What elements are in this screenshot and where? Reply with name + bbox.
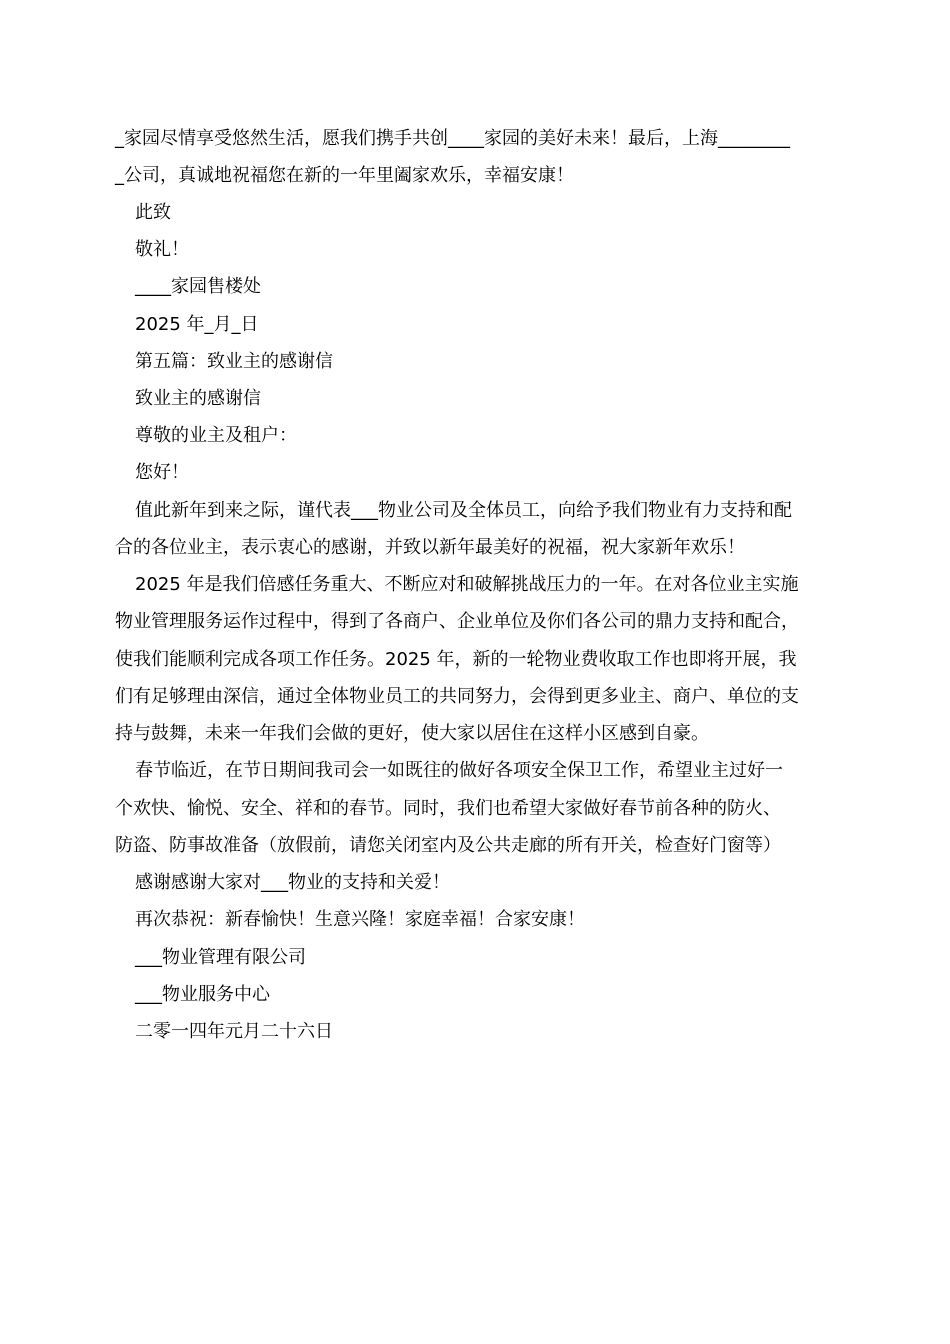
closing-line: 此致: [135, 202, 171, 223]
greeting: 您好！: [135, 462, 189, 483]
paragraph-line: 个欢快、愉悦、安全、祥和的春节。同时，我们也希望大家做好春节前各种的防火、: [115, 798, 781, 819]
signature-line: ___物业服务中心: [135, 984, 270, 1005]
signature-line: ___物业管理有限公司: [135, 947, 306, 968]
paragraph-line: 值此新年到来之际，谨代表___物业公司及全体员工，向给予我们物业有力支持和配: [135, 500, 792, 521]
closing-line: 敬礼！: [135, 239, 189, 260]
paragraph-line: 防盗、防事故准备（放假前，请您关闭室内及公共走廊的所有开关，检查好门窗等）: [115, 835, 781, 856]
section-heading: 第五篇：致业主的感谢信: [135, 351, 333, 372]
paragraph-line: 持与鼓舞，未来一年我们会做的更好，使大家以居住在这样小区感到自豪。: [115, 723, 709, 744]
paragraph-line: _家园尽情享受悠然生活，愿我们携手共创____家园的美好未来！最后，上海________: [115, 128, 790, 149]
salutation: 尊敬的业主及租户：: [135, 425, 297, 446]
date-line: 二零一四年元月二十六日: [135, 1021, 333, 1042]
paragraph-line: 使我们能顺利完成各项工作任务。2025 年，新的一轮物业费收取工作也即将开展，我: [115, 649, 797, 670]
paragraph-line: 再次恭祝：新春愉快！生意兴隆！家庭幸福！合家安康！: [135, 909, 585, 930]
paragraph-line: 2025 年是我们倍感任务重大、不断应对和破解挑战压力的一年。在对各位业主实施: [135, 574, 799, 595]
paragraph-line: 们有足够理由深信，通过全体物业员工的共同努力，会得到更多业主、商户、单位的支: [115, 686, 799, 707]
signature-line: ____家园售楼处: [135, 276, 261, 297]
paragraph-line: 物业管理服务运作过程中，得到了各商户、企业单位及你们各公司的鼎力支持和配合，: [115, 611, 799, 632]
paragraph-line: _公司，真诚地祝福您在新的一年里阖家欢乐，幸福安康！: [115, 165, 574, 186]
letter-title: 致业主的感谢信: [135, 388, 261, 409]
paragraph-line: 春节临近，在节日期间我司会一如既往的做好各项安全保卫工作，希望业主过好一: [135, 760, 783, 781]
paragraph-line: 感谢感谢大家对___物业的支持和关爱！: [135, 872, 450, 893]
date-line: 2025 年_月_日: [135, 314, 259, 335]
paragraph-line: 合的各位业主，表示衷心的感谢，并致以新年最美好的祝福，祝大家新年欢乐！: [115, 537, 745, 558]
